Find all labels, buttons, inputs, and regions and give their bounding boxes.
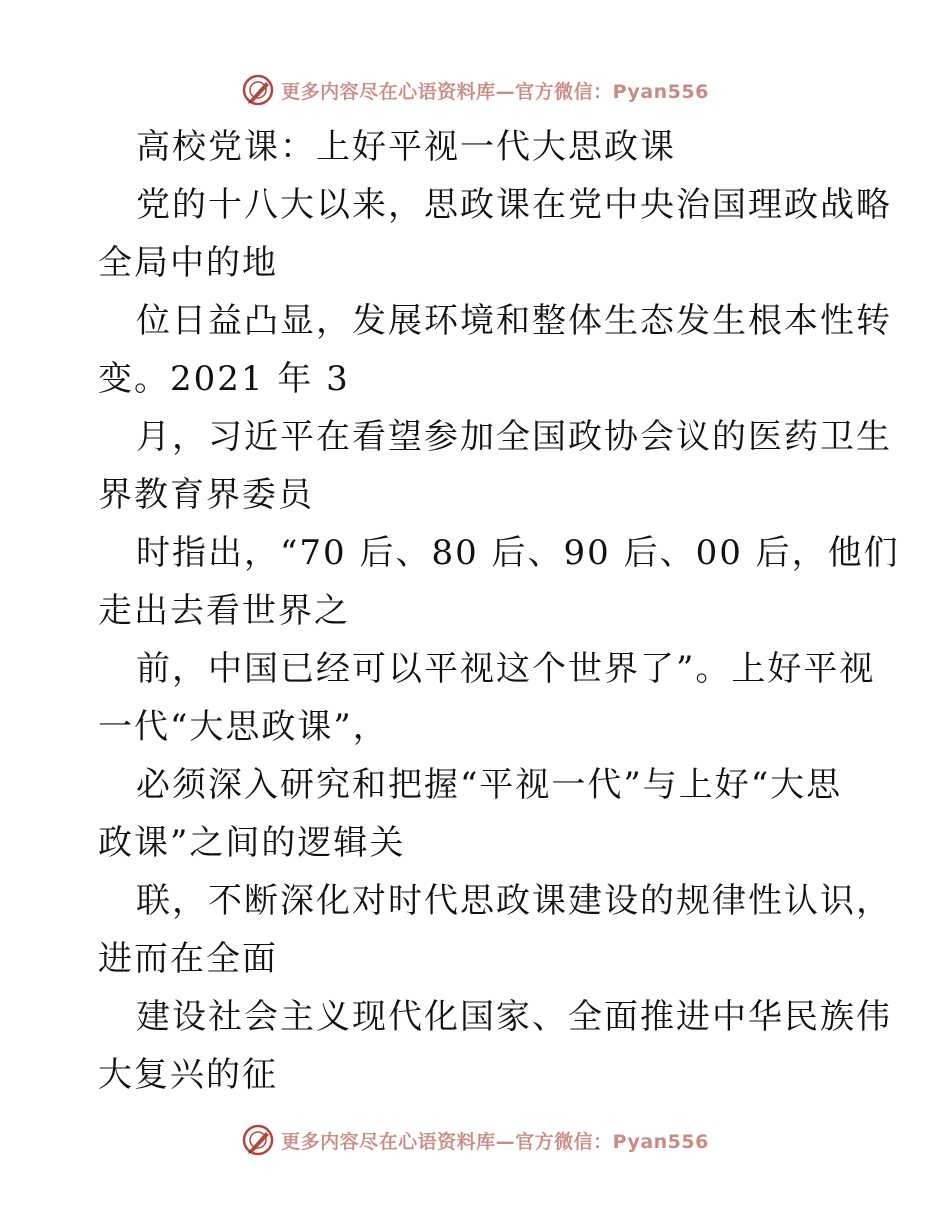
paragraph-line: 月，习近平在看望参加全国政协会议的医药卫生 (136, 417, 892, 457)
document-title: 高校党课：上好平视一代大思政课 (136, 127, 676, 167)
pen-quill-icon (241, 73, 275, 107)
paragraph-line: 建设社会主义现代化国家、全面推进中华民族伟 (136, 997, 892, 1037)
header-watermark (0, 70, 950, 110)
paragraph-line: 走出去看世界之 (98, 591, 350, 631)
paragraph-line: 界教育界委员 (98, 475, 314, 515)
paragraph-line: 前，中国已经可以平视这个世界了”。上好平视 (136, 649, 876, 689)
footer-watermark-text: 更多内容尽在心语资料库—官方微信：Pyan556 (281, 1130, 709, 1153)
paragraph-line: 位日益凸显，发展环境和整体生态发生根本性转 (136, 301, 892, 341)
paragraph-line: 必须深入研究和把握“平视一代”与上好“大思 (136, 765, 843, 805)
paragraph-line: 全局中的地 (98, 243, 278, 283)
paragraph-line: 大复兴的征 (98, 1055, 278, 1095)
footer-watermark (0, 1120, 950, 1160)
paragraph-line: 一代“大思政课”， (98, 707, 389, 747)
paragraph-line: 联，不断深化对时代思政课建设的规律性认识， (136, 881, 892, 921)
paragraph-line: 进而在全面 (98, 939, 278, 979)
paragraph-line: 党的十八大以来，思政课在党中央治国理政战略 (136, 185, 892, 225)
paragraph-line: 变。2021 年 3 (98, 359, 350, 399)
paragraph-line: 时指出，“70 后、80 后、90 后、00 后，他们 (136, 533, 900, 573)
header-watermark-text: 更多内容尽在心语资料库—官方微信：Pyan556 (281, 80, 709, 103)
paragraph-line: 政课”之间的逻辑关 (98, 823, 406, 863)
document-body (98, 118, 900, 1104)
pen-quill-icon (241, 1123, 275, 1157)
